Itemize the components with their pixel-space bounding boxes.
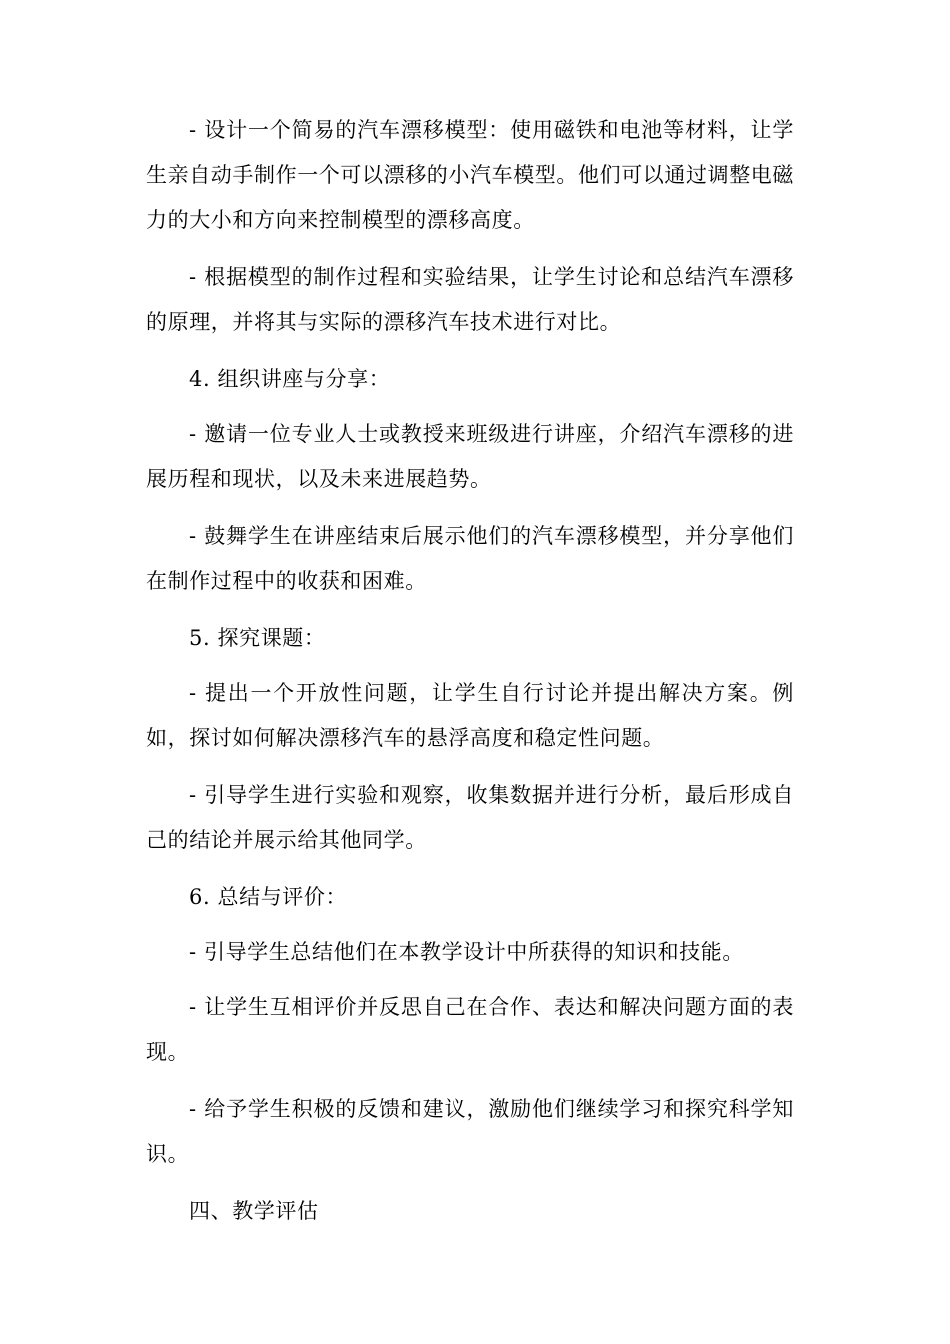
- paragraph-experiment-observe: - 引导学生进行实验和观察，收集数据并进行分析，最后形成自己的结论并展示给其他同学。: [146, 783, 794, 852]
- heading-inquiry-topic: 5. 探究课题：: [189, 626, 326, 650]
- document-body: [146, 108, 794, 1246]
- paragraph-open-question: - 提出一个开放性问题，让学生自行讨论并提出解决方案。例如，探讨如何解决漂移汽车的悬浮高度和稳定性问题。: [146, 681, 794, 750]
- heading-summary-evaluation: 6. 总结与评价：: [189, 885, 348, 909]
- heading-lecture-sharing: 4. 组织讲座与分享：: [189, 367, 391, 391]
- paragraph-show-models: - 鼓舞学生在讲座结束后展示他们的汽车漂移模型，并分享他们在制作过程中的收获和困难。: [146, 524, 794, 593]
- paragraph-summarize-knowledge: - 引导学生总结他们在本教学设计中所获得的知识和技能。: [189, 940, 744, 964]
- paragraph-feedback: - 给予学生积极的反馈和建议，激励他们继续学习和探究科学知识。: [146, 1097, 794, 1166]
- paragraph-model-discussion: - 根据模型的制作过程和实验结果，让学生讨论和总结汽车漂移的原理，并将其与实际的漂移汽车技术进行对比。: [146, 265, 794, 334]
- paragraph-invite-lecture: - 邀请一位专业人士或教授来班级进行讲座，介绍汽车漂移的进展历程和现状，以及未来进展趋势。: [146, 422, 794, 491]
- heading-teaching-assessment: 四、教学评估: [189, 1199, 319, 1223]
- paragraph-model-design: - 设计一个简易的汽车漂移模型：使用磁铁和电池等材料，让学生亲自动手制作一个可以漂移的小汽车模型。他们可以通过调整电磁力的大小和方向来控制模型的漂移高度。: [146, 118, 794, 232]
- paragraph-peer-evaluation: - 让学生互相评价并反思自己在合作、表达和解决问题方面的表现。: [146, 995, 794, 1064]
